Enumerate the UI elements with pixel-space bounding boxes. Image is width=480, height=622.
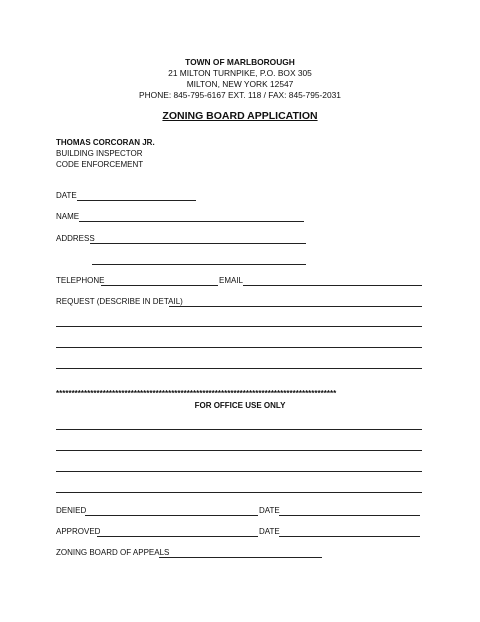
address-field-line1[interactable] <box>90 243 306 244</box>
date-label: DATE <box>56 191 77 200</box>
request-label: REQUEST (DESCRIBE IN DETAIL) <box>56 297 183 306</box>
denied-date-label: DATE <box>259 506 280 515</box>
office-line-3[interactable] <box>56 471 422 472</box>
org-address-line1: 21 MILTON TURNPIKE, P.O. BOX 305 <box>168 68 312 78</box>
officer-role-1: BUILDING INSPECTOR <box>56 149 143 158</box>
officer-name: THOMAS CORCORAN JR. <box>56 138 155 147</box>
request-field-line1[interactable] <box>169 306 422 307</box>
approved-field[interactable] <box>97 536 258 537</box>
denied-field[interactable] <box>85 515 258 516</box>
office-use-heading: FOR OFFICE USE ONLY <box>194 401 286 410</box>
request-field-line4[interactable] <box>56 368 422 369</box>
name-field[interactable] <box>79 221 304 222</box>
approved-label: APPROVED <box>56 527 101 536</box>
date-field[interactable] <box>77 200 196 201</box>
name-label: NAME <box>56 212 80 221</box>
office-line-1[interactable] <box>56 429 422 430</box>
email-label: EMAIL <box>219 276 244 285</box>
approved-date-field[interactable] <box>279 536 420 537</box>
page-title: ZONING BOARD APPLICATION <box>162 110 318 122</box>
address-field-line2[interactable] <box>92 264 306 265</box>
telephone-field[interactable] <box>101 285 218 286</box>
approved-date-label: DATE <box>259 527 280 536</box>
office-line-2[interactable] <box>56 450 422 451</box>
org-phone-fax: PHONE: 845-795-6167 EXT. 118 / FAX: 845-795-2031 <box>139 90 341 100</box>
divider-stars: ****************************************************************************************** <box>56 389 337 398</box>
org-address-line2: MILTON, NEW YORK 12547 <box>186 79 294 89</box>
zba-field[interactable] <box>159 557 322 558</box>
denied-label: DENIED <box>56 506 87 515</box>
office-line-4[interactable] <box>56 492 422 493</box>
denied-date-field[interactable] <box>279 515 420 516</box>
email-field[interactable] <box>243 285 422 286</box>
request-field-line2[interactable] <box>56 326 422 327</box>
org-name: TOWN OF MARLBOROUGH <box>185 57 295 67</box>
zba-label: ZONING BOARD OF APPEALS <box>56 548 170 557</box>
address-label: ADDRESS <box>56 234 95 243</box>
request-field-line3[interactable] <box>56 347 422 348</box>
officer-role-2: CODE ENFORCEMENT <box>56 160 144 169</box>
telephone-label: TELEPHONE <box>56 276 105 285</box>
